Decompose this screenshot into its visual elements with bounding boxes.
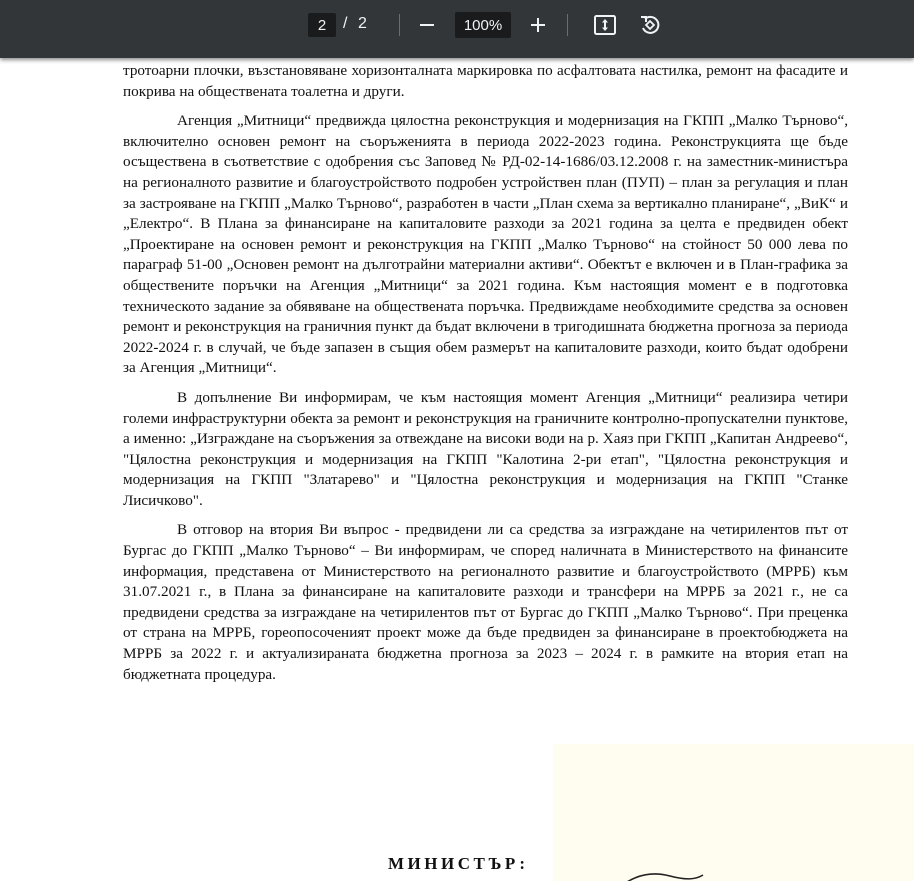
paragraph: тротоарни плочки, възстановяване хоризонталната маркировка по асфалтовата настилка, ремонт на фасадите и покрива на обществената тоалетна и други. [123, 62, 848, 100]
pdf-toolbar [0, 0, 914, 58]
page-separator: / [343, 15, 348, 32]
toolbar-divider [567, 14, 568, 36]
signature-scribble-icon [625, 870, 705, 881]
fit-page-button[interactable] [590, 10, 620, 40]
total-pages: 2 [358, 15, 367, 32]
page-number-input[interactable] [308, 13, 336, 37]
signature-stamp-area [553, 744, 914, 881]
paragraph: Агенция „Митници“ предвижда цялостна реконструкция и модернизация на ГКПП „Малко Търново“, включително основен ремонт на съоръженията в периода 2022-2023 година. Реконструкцията ще бъде осъществена в съответствие с одобрения със Заповед № РД-02-14-1686/03.12.2008 г. на заместник-министъра на регионалното развитие и благоустройството подробен устройствен план (ПУП) – план за регулация и план за застрояване на ГКПП „Малко Търново“, разработен в части „План схема за вертикално планиране“, „ВиК“ и „Електро“. В Плана за финансиране на капиталовите разходи за 2021 година за целта е предвиден обект „Проектиране на основен ремонт и реконструкция на ГКПП „Малко Търново“ на стойност 50 000 лева по параграф 51-00 „Основен ремонт на дълготрайни материални активи“. Обектът е включен и в План-графика за обществените поръчки на Агенция „Митници“ за 2021 година. Към настоящия момент е в подготовка техническото задание за обявяване на обществената поръчка. Предвиждаме необходимите средства за основен ремонт и реконструкция на граничния пункт да бъдат включени в тригодишната бюджетна прогноза за периода 2022-2024 г. в случай, че бъде запазен в същия обем размерът на капиталовите разходи, които бъдат одобрени за Агенция „Митници“. [123, 112, 848, 377]
zoom-out-button[interactable] [412, 10, 442, 40]
paragraph: В отговор на втория Ви въпрос - предвидени ли са средства за изграждане на четирилентов път от Бургас до ГКПП „Малко Търново“ – Ви информирам, че според наличната в Министерството на финансите информация, представена от Министерството на регионалното развитие и благоустройството (МРРБ) към 31.07.2021 г., в Плана за финансиране на капиталовите разходи и трансфери на МРРБ за 2021 г., не са предвидени средства за изграждане на четирилентов път от Бургас до ГКПП „Малко Търново“. При преценка от страна на МРРБ, гореопосоченият проект може да бъде предвиден за финансиране в проектобюджета на МРРБ за 2022 г. и актуализираната бюджетна прогноза за 2023 – 2024 г. в рамките на втория етап на бюджетната процедура. [123, 521, 848, 683]
document-text [123, 61, 848, 694]
rotate-button[interactable] [635, 10, 665, 40]
fit-page-icon [593, 14, 617, 36]
document-page [0, 58, 914, 881]
zoom-out-icon [418, 16, 436, 34]
toolbar-divider [399, 14, 400, 36]
zoom-in-icon [529, 16, 547, 34]
paragraph: В допълнение Ви информирам, че към настоящия момент Агенция „Митници“ реализира четири големи инфраструктурни обекта за ремонт и реконструкция на граничните контролно-пропускателни пунктове, а именно: „Изграждане на съоръжения за отвеждане на високи води на р. Хаяз при ГКПП „Капитан Андреево“, "Цялостна реконструкция и модернизация на ГКПП "Калотина 2-ри етап", "Цялостна реконструкция и модернизация на ГКПП "Златарево" и "Цялостна реконструкция и модернизация на ГКПП "Станке Лисичково". [123, 388, 848, 509]
signature-title: МИНИСТЪР: [388, 854, 529, 873]
rotate-icon [638, 13, 662, 37]
zoom-level-input[interactable] [455, 12, 511, 38]
zoom-in-button[interactable] [523, 10, 553, 40]
